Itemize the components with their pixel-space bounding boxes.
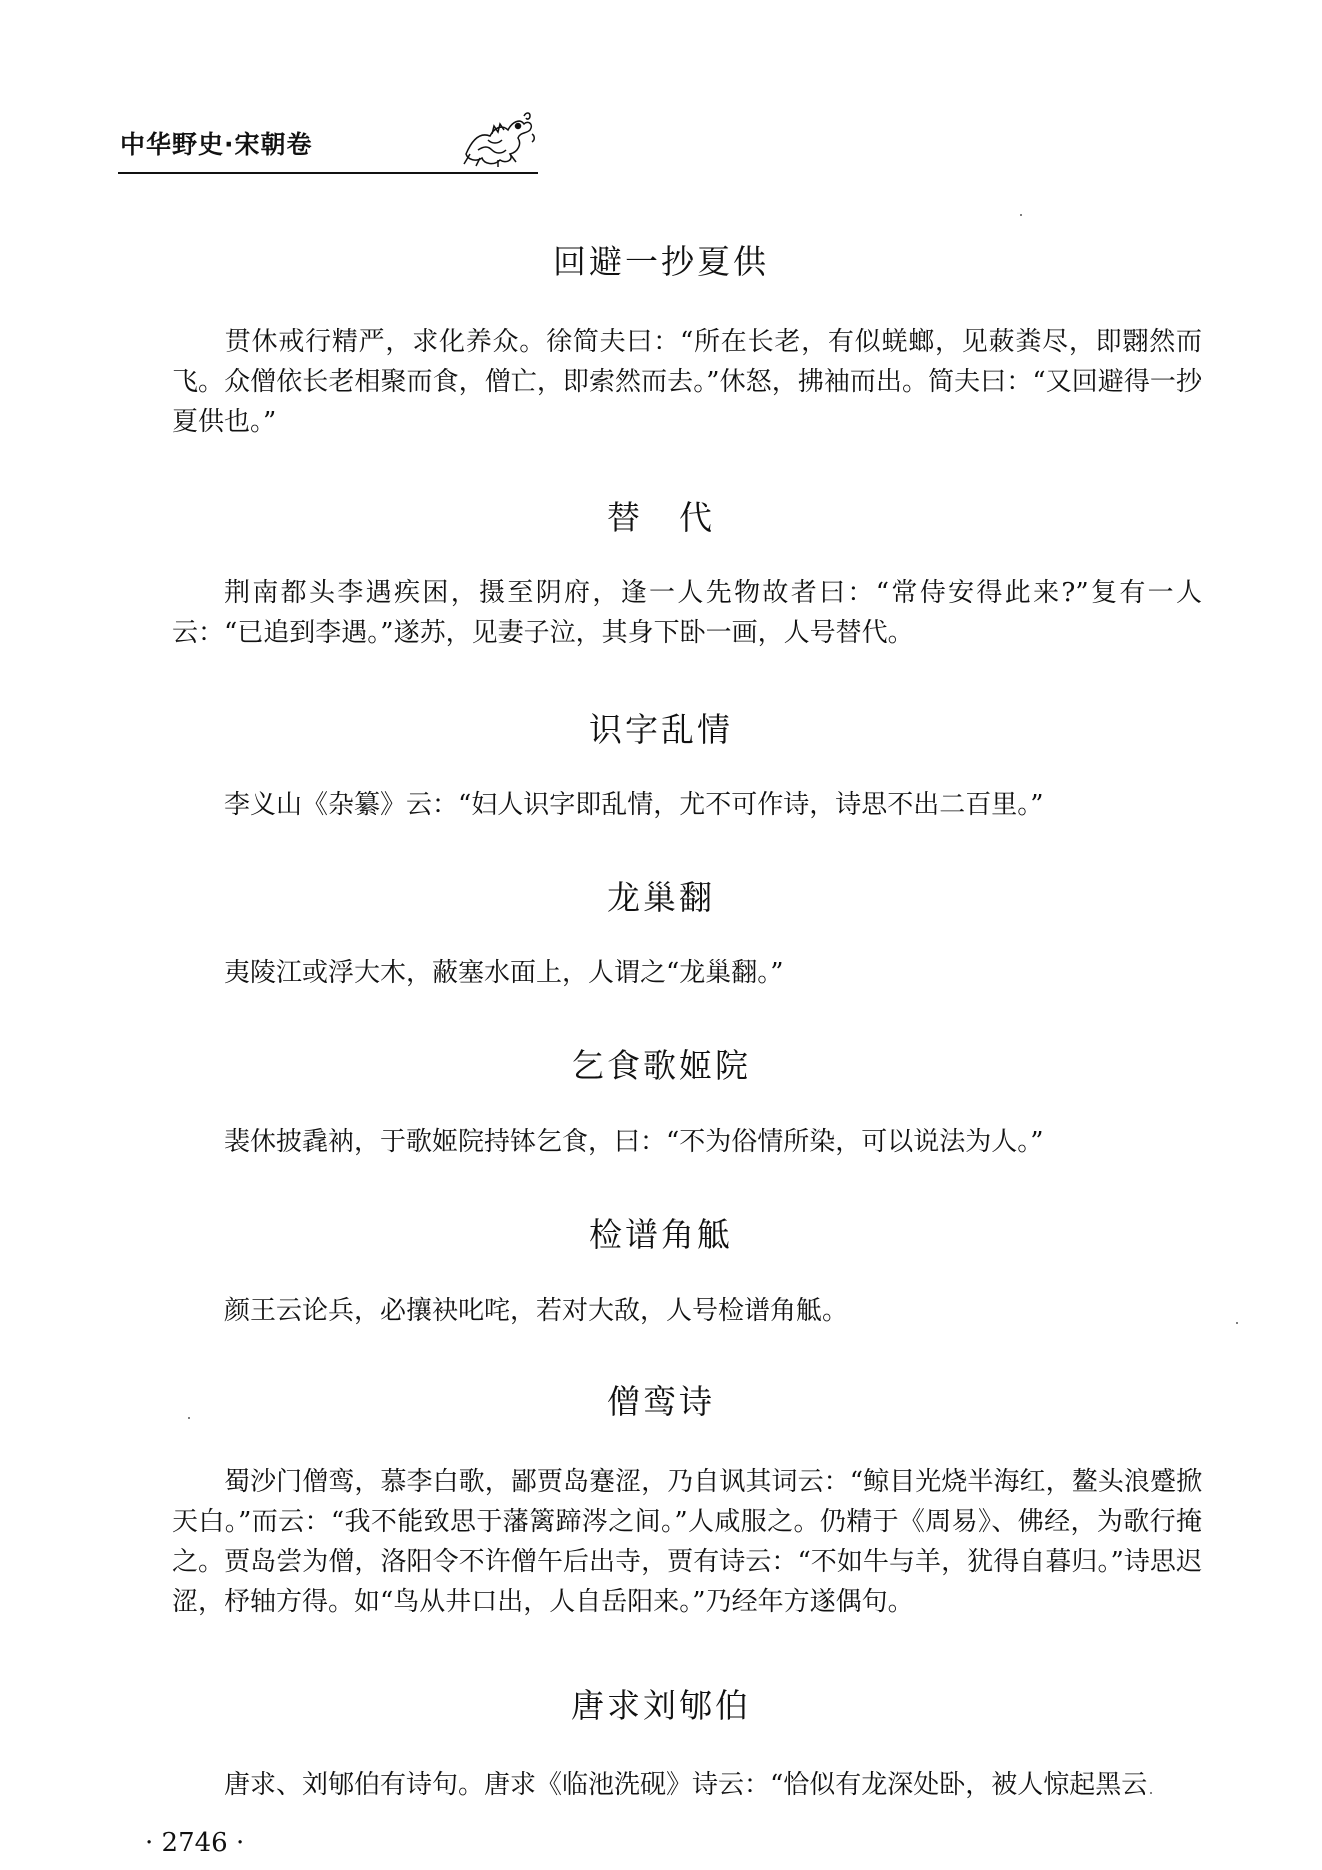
section-body — [172, 953, 1202, 993]
section-title: 龙巢翻 — [607, 878, 715, 917]
scan-speck — [1150, 1792, 1152, 1794]
running-head-title: 中华野史·宋朝卷 — [120, 130, 313, 159]
header-rule — [118, 172, 538, 174]
section-title: 检谱角觝 — [589, 1215, 733, 1254]
section-body — [172, 1462, 1202, 1622]
section-body-text: 唐求、刘郇伯有诗句。唐求《临池洗砚》诗云：“恰似有龙深处卧，被人惊起黑云 — [224, 1770, 1148, 1800]
section-body — [172, 1765, 1202, 1805]
section-title: 回避一抄夏供 — [553, 242, 769, 281]
section-body-text: 夷陵江或浮大木，蔽塞水面上，人谓之“龙巢翻。” — [224, 958, 784, 988]
section-title: 乞食歌姬院 — [571, 1046, 751, 1085]
scan-speck — [188, 1417, 190, 1419]
section-body-text: 裴休披毳衲，于歌姬院持钵乞食，曰：“不为俗情所染，可以说法为人。” — [224, 1127, 1044, 1157]
section-body — [172, 1122, 1202, 1162]
scan-speck — [1236, 1322, 1238, 1324]
section-title: 替 代 — [607, 498, 715, 537]
section-title: 僧鸾诗 — [607, 1382, 715, 1421]
dragon-icon — [458, 110, 536, 168]
page-number: · 2746 · — [145, 1828, 245, 1858]
section-body-text: 李义山《杂纂》云：“妇人识字即乱情，尤不可作诗，诗思不出二百里。” — [224, 790, 1044, 820]
section-body-text: 蜀沙门僧鸾，慕李白歌，鄙贾岛蹇涩，乃自讽其词云：“鲸目光烧半海红，鳌头浪蹙掀天白。”而云：“我不能致思于藩篱蹄涔之间。”人咸服之。仍精于《周易》、佛经，为歌行掩之。贾岛尝为僧，洛阳令不许僧午后出寺，贾有诗云：“不如牛与羊，犹得自暮归。”诗思迟涩，杼轴方得。如“鸟从井口出，人自岳阳来。”乃经年方遂偶句。 — [172, 1467, 1202, 1617]
section-body-text: 荆南都头李遇疾困，摄至阴府，逢一人先物故者曰：“常侍安得此来?”复有一人云：“已追到李遇。”遂苏，见妻子泣，其身下卧一画，人号替代。 — [172, 578, 1202, 648]
section-body — [172, 322, 1202, 442]
section-body — [172, 1291, 1202, 1331]
scan-speck — [1020, 214, 1022, 216]
section-body-text: 贯休戒行精严，求化养众。徐简夫曰：“所在长老，有似蜣螂，见蓛粪尽，即翾然而飞。众僧依长老相聚而食，僧亡，即索然而去。”休怒，拂袖而出。简夫曰：“又回避得一抄夏供也。” — [172, 327, 1202, 437]
section-title: 识字乱情 — [589, 710, 733, 749]
section-title: 唐求刘郇伯 — [571, 1686, 751, 1725]
section-body — [172, 573, 1202, 653]
section-body-text: 颜王云论兵，必攘袂叱咤，若对大敌，人号检谱角觝。 — [224, 1296, 849, 1326]
section-body — [172, 785, 1202, 825]
